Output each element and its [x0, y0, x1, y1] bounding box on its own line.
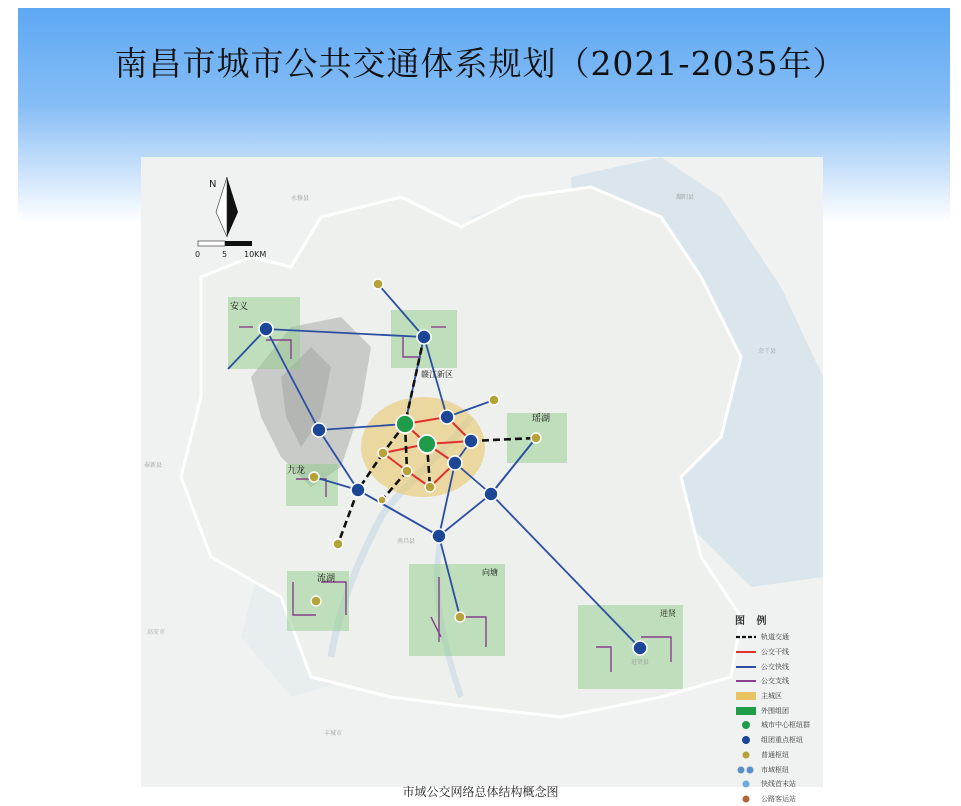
purple-line-icon	[735, 676, 757, 686]
legend-item-main-city	[735, 689, 825, 704]
double-dot-icon	[735, 765, 757, 775]
map-caption: 市域公交网络总体结构概念图	[402, 785, 559, 799]
legend-label: 公交干线	[761, 648, 789, 657]
scale-label-0: 0	[195, 250, 201, 259]
legend-item-express	[735, 659, 825, 674]
legend-label: 公路客运站	[761, 794, 796, 803]
blue-dot-icon	[735, 735, 757, 745]
legend-item-rail	[735, 630, 825, 645]
legend-label: 公交快线	[761, 662, 789, 671]
legend-label: 市域枢纽	[761, 765, 789, 774]
blue-line-icon	[735, 662, 757, 672]
label-yaohu: 瑶湖	[532, 414, 551, 424]
legend-item-key-hub	[735, 733, 825, 748]
legend-item-normal-hub	[735, 748, 825, 763]
legend-item-trunk	[735, 645, 825, 660]
legend-label: 普通枢纽	[761, 750, 789, 759]
label-fengxin: 奉新县	[144, 462, 163, 469]
gold-patch-icon	[735, 691, 757, 701]
label-poyang: 鄱阳县	[676, 194, 695, 201]
legend-label: 主城区	[761, 692, 782, 701]
cluster-xiangtang	[409, 564, 505, 656]
legend-item-cluster	[735, 703, 825, 718]
legend-item-regional-hub	[735, 762, 825, 777]
green-dot-icon	[735, 720, 757, 730]
legend-label: 公交支线	[761, 677, 789, 686]
transit-network-map	[141, 157, 823, 787]
map-panel	[141, 157, 823, 787]
label-gaoan: 高安市	[147, 629, 166, 636]
legend-item-branch	[735, 674, 825, 689]
olive-dot-icon	[735, 750, 757, 760]
label-nanchang-county: 南昌县	[397, 538, 416, 545]
label-yongxiu: 永修县	[291, 195, 310, 202]
scale-label-10km: 10KM	[244, 250, 267, 259]
scale-label-5: 5	[222, 250, 228, 259]
legend-label: 城市中心枢纽群	[761, 721, 810, 730]
red-line-icon	[735, 647, 757, 657]
label-liutan: 流湖	[317, 574, 336, 584]
legend-label: 外围组团	[761, 706, 789, 715]
legend-label: 轨道交通	[761, 633, 789, 642]
legend-label: 组团重点枢纽	[761, 736, 803, 745]
label-jinxian: 进贤	[660, 609, 676, 618]
green-patch-icon	[735, 706, 757, 716]
compass-north-label: N	[209, 179, 217, 190]
label-xiangtang: 向塘	[482, 568, 498, 577]
label-ganjiang-newarea: 赣江新区	[421, 370, 453, 379]
label-yugan: 余干县	[758, 348, 777, 355]
legend-title: 图 例	[735, 616, 771, 627]
legend-label: 快线首末站	[761, 780, 796, 789]
legend-item-center-hub	[735, 718, 825, 733]
page-title: 南昌市城市公共交通体系规划（2021-2035年）	[114, 44, 847, 83]
rail-dash-icon	[735, 632, 757, 642]
label-jiulong: 九龙	[287, 466, 306, 476]
map-legend	[735, 612, 825, 806]
label-fengcheng: 丰城市	[324, 730, 343, 737]
label-anyi: 安义	[230, 302, 249, 312]
label-jinxian-county: 进贤县	[631, 659, 650, 666]
